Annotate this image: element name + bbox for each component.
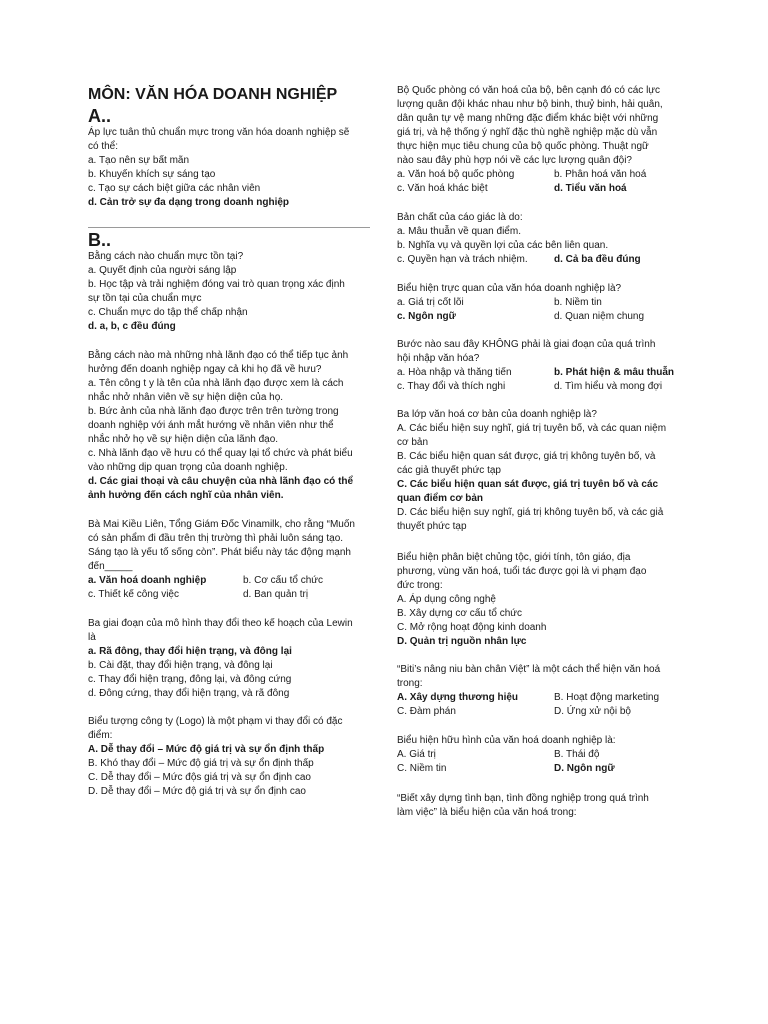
question-stem: Bà Mai Kiều Liên, Tổng Giám Đốc Vinamilk, cho rằng “Muốn	[88, 519, 355, 530]
answer-option: các giả thuyết phức tạp	[397, 465, 501, 476]
correct-answer-option: d. Các giai thoại và câu chuyện của nhà lãnh đạo có thể	[88, 476, 354, 487]
answer-option: C. Đàm phán	[397, 706, 456, 717]
question-stem: phương, vùng văn hoá, tuổi tác được gọi là vi phạm đạo	[397, 566, 647, 577]
question-stem: Bước nào sau đây KHÔNG phải là giai đoạn của quá trình	[397, 339, 656, 350]
answer-option: nhắc nhở nhân viên về sự hiện diện của họ.	[88, 392, 284, 403]
answer-option: sự tồn tại của chuẩn mực	[88, 293, 202, 304]
answer-option: c. Quyền hạn và trách nhiệm.	[397, 254, 528, 265]
answer-option: nhắc nhở họ về sự hiện diện của lãnh đạo.	[88, 434, 279, 445]
answer-option: C. Niềm tin	[397, 763, 447, 774]
answer-option: D. Dễ thay đổi – Mức độ giá trị và sự ổn định cao	[88, 786, 306, 797]
question-stem: lượng quân đội khác nhau như bộ binh, thuỷ binh, hải quân,	[397, 99, 663, 110]
answer-option: b. Niềm tin	[554, 297, 602, 308]
answer-option: D. Các biểu hiện suy nghĩ, giá trị không tuyên bố, và các giả	[397, 507, 664, 518]
answer-option: a. Tạo nên sự bất mãn	[88, 155, 190, 166]
answer-option: b. Bức ảnh của nhà lãnh đạo được trên trên tường trong	[88, 406, 339, 417]
answer-option: a. Tên công t y là tên của nhà lãnh đạo được xem là cách	[88, 378, 344, 389]
question-stem: Bản chất của cáo giác là do:	[397, 212, 523, 223]
question-stem: “Biti’s nâng niu bàn chân Việt” là một cách thể hiện văn hoá	[397, 664, 661, 675]
answer-option: b. Cài đặt, thay đổi hiện trạng, và đông lại	[88, 660, 273, 671]
answer-option: A. Giá trị	[397, 749, 436, 760]
question-5	[88, 617, 372, 701]
answer-option: b. Khuyến khích sự sáng tạo	[88, 169, 216, 180]
question-14	[397, 734, 681, 776]
question-3	[88, 349, 372, 503]
question-stem: nào sau đây phù hợp nói về các lực lượng quân đội?	[397, 155, 632, 166]
question-stem: đến_____	[88, 561, 133, 572]
question-stem: Sáng tạo là yếu tố sống còn”. Phát biểu này tác động mạnh	[88, 547, 351, 558]
correct-answer-option: quan điểm cơ bản	[397, 493, 484, 504]
question-stem: có thể:	[88, 141, 119, 152]
correct-answer-option: a. Văn hoá doanh nghiệp	[88, 575, 207, 586]
answer-option: A. Áp dụng công nghệ	[397, 594, 496, 605]
correct-answer-option: D. Ngôn ngữ	[554, 763, 615, 774]
section-heading-a: A..	[88, 106, 112, 126]
section-divider	[88, 227, 370, 228]
question-13	[397, 663, 681, 719]
answer-option: c. Nhà lãnh đạo về hưu có thể quay lại tổ chức và phát biểu	[88, 448, 353, 459]
answer-option: b. Nghĩa vụ và quyền lợi của các bên liên quan.	[397, 240, 609, 251]
question-8	[397, 211, 681, 267]
answer-option: c. Chuẩn mực do tập thể chấp nhận	[88, 307, 248, 318]
correct-answer-option: d. Tiểu văn hoá	[554, 183, 627, 194]
answer-option: c. Thay đổi hiện trạng, đông lại, và đông cứng	[88, 674, 292, 685]
correct-answer-option: C. Các biểu hiện quan sát được, giá trị tuyên bố và các	[397, 479, 659, 490]
answer-option: c. Thay đổi và thích nghi	[397, 381, 506, 392]
question-stem: Bằng cách nào chuẩn mực tồn tại?	[88, 251, 244, 262]
document-title: MÔN: VĂN HÓA DOANH NGHIỆP	[88, 86, 338, 103]
answer-option: B. Xây dựng cơ cấu tổ chức	[397, 608, 523, 619]
question-stem: là	[88, 632, 96, 643]
answer-option: B. Hoạt động marketing	[554, 692, 660, 703]
correct-answer-option: A. Xây dựng thương hiệu	[397, 692, 519, 703]
question-stem: có sản phẩm đi đầu trên thị trường thì phải luôn sáng tạo.	[88, 533, 344, 544]
section-heading-b: B..	[88, 230, 112, 250]
answer-option: a. Giá trị cốt lõi	[397, 297, 464, 308]
answer-option: C. Mở rộng hoạt động kinh doanh	[397, 622, 547, 633]
answer-option: B. Thái độ	[554, 749, 600, 760]
question-1	[88, 126, 372, 210]
correct-answer-option: D. Quản trị nguồn nhân lực	[397, 636, 527, 647]
answer-option: B. Các biểu hiện quan sát được, giá trị không tuyên bố, và	[397, 451, 656, 462]
question-stem: Biểu hiện trực quan của văn hóa doanh nghiệp là?	[397, 283, 622, 294]
answer-option: d. Quan niệm chung	[554, 311, 645, 322]
answer-option: thuyết phức tạp	[397, 521, 467, 532]
correct-answer-option: a. Rã đông, thay đổi hiện trạng, và đông lại	[88, 646, 292, 657]
answer-option: b. Học tập và trải nghiệm đóng vai trò quan trọng xác định	[88, 279, 345, 290]
answer-option: a. Hòa nhập và thăng tiến	[397, 367, 512, 378]
correct-answer-option: d. a, b, c đều đúng	[88, 321, 176, 332]
question-stem: thực hiện mục tiêu chung của bộ quốc phòng. Thuật ngữ	[397, 141, 649, 152]
question-stem: hội nhập văn hóa?	[397, 353, 480, 364]
question-stem: Bằng cách nào mà những nhà lãnh đạo có thể tiếp tục ảnh	[88, 350, 349, 361]
question-stem: đức trong:	[397, 580, 443, 591]
answer-option: c. Thiết kế công việc	[88, 589, 179, 600]
answer-option: a. Văn hoá bộ quốc phòng	[397, 169, 515, 180]
question-15	[397, 792, 681, 820]
answer-option: d. Ban quản trị	[243, 589, 309, 600]
question-stem: điểm:	[88, 730, 113, 741]
answer-option: vào những dịp quan trọng của doanh nghiệp.	[88, 462, 288, 473]
question-stem: trong:	[397, 678, 423, 689]
question-stem: dân quân tự vệ mang những đặc điểm khác biệt với những	[397, 113, 659, 124]
question-stem: giá trị, và hệ thống ý nghĩ đặc thù nghề nghiệp mặc dù vẫn	[397, 127, 658, 138]
question-2	[88, 250, 372, 334]
answer-option: doanh nghiệp với ánh mắt hướng về nhân viên như thể	[88, 420, 334, 431]
answer-option: b. Cơ cấu tổ chức	[243, 575, 323, 586]
correct-answer-option: d. Cản trở sự đa dạng trong doanh nghiệp	[88, 197, 290, 208]
correct-answer-option: c. Ngôn ngữ	[397, 311, 456, 322]
answer-option: d. Đông cứng, thay đổi hiện trạng, và rã đông	[88, 688, 290, 699]
question-stem: “Biết xây dựng tình bạn, tình đồng nghiệp trong quá trình	[397, 793, 649, 804]
answer-option: A. Các biểu hiện suy nghĩ, giá trị tuyên bố, và các quan niệm	[397, 423, 667, 434]
question-stem: Biểu hiện phân biệt chủng tộc, giới tính, tôn giáo, địa	[397, 552, 631, 563]
question-stem: Ba lớp văn hoá cơ bản của doanh nghiệp là?	[397, 409, 597, 420]
question-11	[397, 408, 681, 534]
question-4	[88, 518, 372, 602]
question-7	[397, 84, 681, 196]
answer-option: c. Tạo sự cách biệt giữa các nhân viên	[88, 183, 261, 194]
correct-answer-option: ảnh hưởng đến cách nghĩ của nhân viên.	[88, 490, 284, 501]
question-stem: Áp lực tuân thủ chuẩn mực trong văn hóa doanh nghiệp sẽ	[88, 127, 350, 138]
answer-option: C. Dễ thay đổi – Mức độs giá trị và sự ổn định cao	[88, 772, 311, 783]
correct-answer-option: b. Phát hiện & mâu thuẫn	[554, 367, 675, 378]
question-stem: Biểu tượng công ty (Logo) là một phạm vi thay đổi có đặc	[88, 716, 343, 727]
answer-option: a. Quyết định của người sáng lập	[88, 265, 237, 276]
answer-option: c. Văn hoá khác biệt	[397, 183, 488, 194]
question-6	[88, 715, 372, 799]
question-12	[397, 551, 681, 649]
question-stem: Ba giai đoạn của mô hình thay đổi theo kế hoạch của Lewin	[88, 618, 353, 629]
question-10	[397, 338, 681, 394]
answer-option: d. Tìm hiểu và mong đợi	[554, 381, 663, 392]
question-stem: Bộ Quốc phòng có văn hoá của bộ, bên cạnh đó có các lực	[397, 85, 660, 96]
answer-option: B. Khó thay đổi – Mức độ giá trị và sự ổn định thấp	[88, 758, 314, 769]
correct-answer-option: A. Dễ thay đổi – Mức độ giá trị và sự ổn định thấp	[88, 744, 325, 755]
answer-option: D. Ứng xử nội bộ	[554, 706, 631, 717]
question-9	[397, 282, 681, 324]
question-stem: Biểu hiện hữu hình của văn hoá doanh nghiệp là:	[397, 735, 616, 746]
answer-option: cơ bản	[397, 437, 429, 448]
answer-option: a. Mâu thuẫn về quan điểm.	[397, 226, 521, 237]
answer-option: b. Phân hoá văn hoá	[554, 169, 647, 180]
correct-answer-option: d. Cả ba đều đúng	[554, 254, 641, 265]
question-stem: làm việc” là biểu hiện của văn hoá trong:	[397, 807, 577, 818]
question-stem: hưởng đến doanh nghiệp ngay cả khi họ đã về hưu?	[88, 364, 322, 375]
